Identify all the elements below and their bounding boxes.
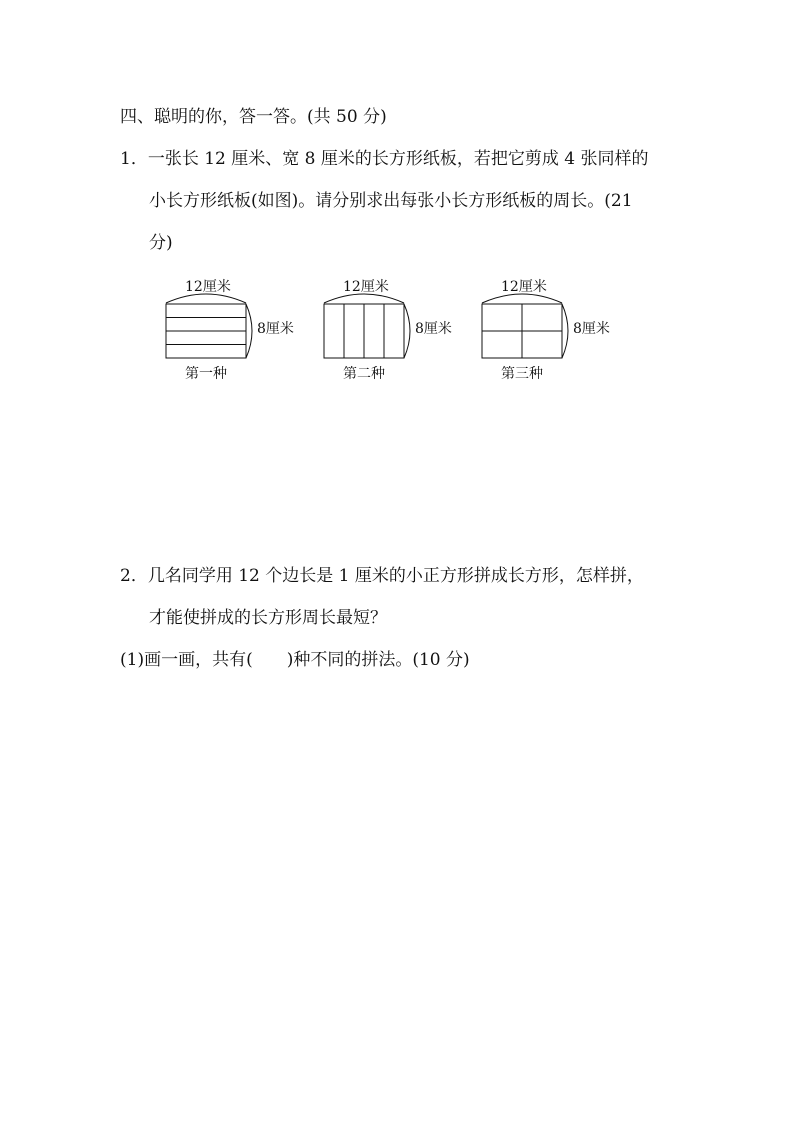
- figure-2-side-brace: [404, 304, 410, 358]
- figure-2-top-brace: [324, 294, 404, 303]
- figure-3-caption: 第三种: [501, 366, 543, 382]
- figure-2-top-label: 12厘米: [343, 279, 389, 295]
- figure-3: [476, 274, 626, 386]
- figure-3-rectangle: [482, 304, 562, 358]
- question-2-line-1: 2．几名同学用 12 个边长是 1 厘米的小正方形拼成长方形，怎样拼，: [120, 566, 644, 586]
- question-1-line-1: 1．一张长 12 厘米、宽 8 厘米的长方形纸板，若把它剪成 4 张同样的: [120, 149, 649, 169]
- figure-3-top-brace: [482, 294, 562, 303]
- figure-3-side-label: 8厘米: [573, 321, 610, 337]
- figure-3-side-brace: [562, 304, 568, 358]
- figure-1-side-label: 8厘米: [257, 321, 294, 337]
- question-1-line-3: 分): [149, 233, 173, 253]
- question-2-line-2: 才能使拼成的长方形周长最短？: [149, 608, 387, 628]
- figure-3-top-label: 12厘米: [501, 279, 547, 295]
- question-2-sub-1: (1)画一画，共有( )种不同的拼法。(10 分): [120, 650, 470, 670]
- figure-1-caption: 第一种: [185, 366, 227, 382]
- figure-1-top-label: 12厘米: [185, 279, 231, 295]
- question-1-line-2: 小长方形纸板(如图)。请分别求出每张小长方形纸板的周长。(21: [149, 191, 633, 211]
- figure-1-side-brace: [246, 304, 252, 358]
- figure-2-rectangle: [324, 304, 404, 358]
- figure-2: [318, 274, 468, 386]
- figure-1-rectangle: [166, 304, 246, 358]
- figure-1: [160, 274, 310, 386]
- figure-1-top-brace: [166, 294, 246, 303]
- section-title: 四、聪明的你，答一答。(共 50 分): [120, 107, 387, 127]
- figure-2-caption: 第二种: [343, 366, 385, 382]
- figure-2-side-label: 8厘米: [415, 321, 452, 337]
